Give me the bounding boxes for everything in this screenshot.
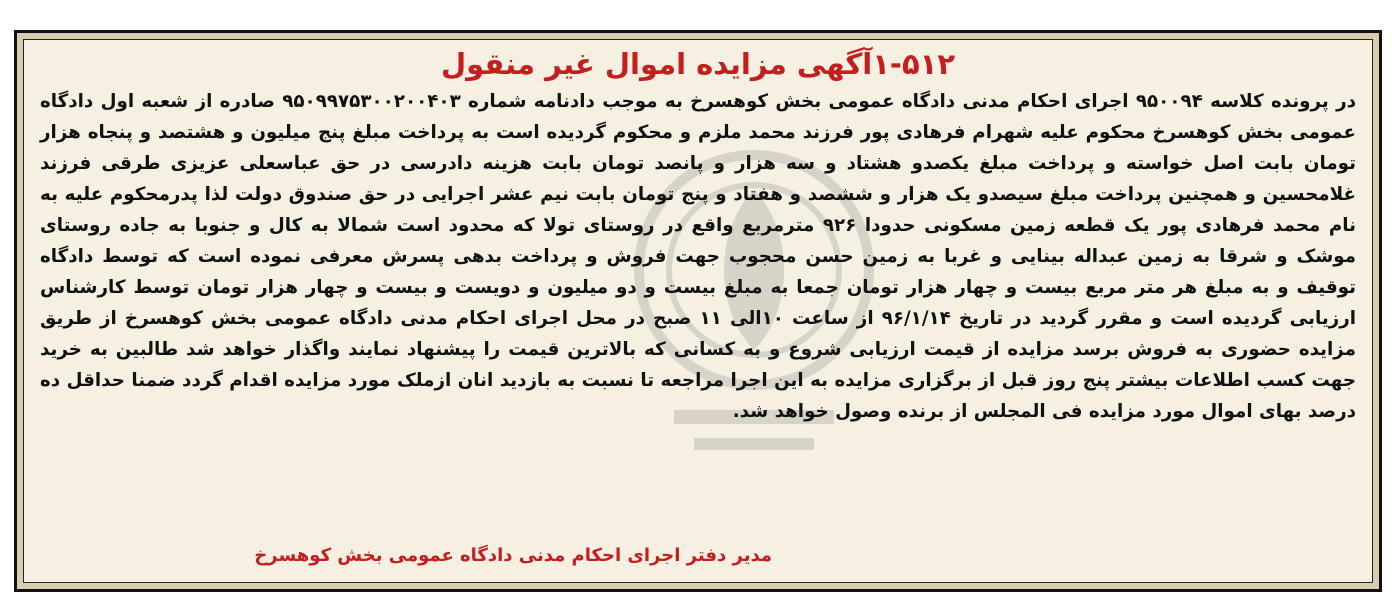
notice-paper [23, 39, 1373, 583]
notice-signature: مدیر دفتر اجرای احکام مدنی دادگاه عمومی بخش کوهسرخ [254, 545, 772, 566]
notice-body: در پرونده کلاسه ۹۵۰۰۹۴ اجرای احکام مدنی دادگاه عمومی بخش کوهسرخ به موجب دادنامه شماره ۹۵۰۹۹۷۵۳۰۰۲۰۰۴۰۳ صادره از شعبه اول دادگاه عمومی بخش کوهسرخ محکوم علیه شهرام فرهادی پور فرزند محمد ملزم و محکوم گردیده است به پرداخت مبلغ پنج میلیون و هشتصد و پنجاه هزار تومان بابت اصل خواسته و پرداخت مبلغ یکصدو هشتاد و سه هزار و پانصد تومان بابت هزینه دادرسی در حق عباسعلی عزیزی طرقی فرزند غلامحسین و همچنین پرداخت مبلغ سیصدو یک هزار و ششصد و هفتاد و پنج تومان بابت نیم عشر اجرایی در حق صندوق دولت لذا پدرمحکوم علیه به نام محمد فرهادی پور یک قطعه زمین مسکونی حدودا ۹۲۶ مترمربع واقع در روستای تولا که محدود است شمالا به کال و جنوبا به جاده روستای موشک و شرقا به زمین عبداله بینایی و غربا به زمین حسن محجوب جهت فروش و پرداخت بدهی پسرش معرفی نموده است که توسط دادگاه توقیف و به مبلغ هر متر مربع بیست و چهار هزار تومان جمعا به مبلغ بیست و دو میلیون و دویست و بیست و چهار هزار تومان توسط کارشناس ارزیابی گردیده است و مقرر گردید در تاریخ ۹۶/۱/۱۴ از ساعت ۱۰الی ۱۱ صبح در محل اجرای احکام مدنی دادگاه عمومی بخش کوهسرخ از طریق مزایده حضوری به فروش برسد مزایده از قیمت ارزیابی شروع و به کسانی که بالاترین قیمت را پیشنهاد نمایند واگذار خواهد شد طالبین به خرید جهت کسب اطلاعات بیشتر پنج روز قبل از برگزاری مزایده به این اجرا مراجعه تا نسبت به بازدید انان ازملک مورد مزایده اقدام گردد ضمنا حداقل ده درصد بهای اموال مورد مزایده فی المجلس از برنده وصول خواهد شد. [40, 91, 1356, 422]
notice-title: ۱-۵۱۲آگهی مزایده اموال غیر منقول [440, 47, 956, 81]
notice-frame [14, 30, 1382, 592]
